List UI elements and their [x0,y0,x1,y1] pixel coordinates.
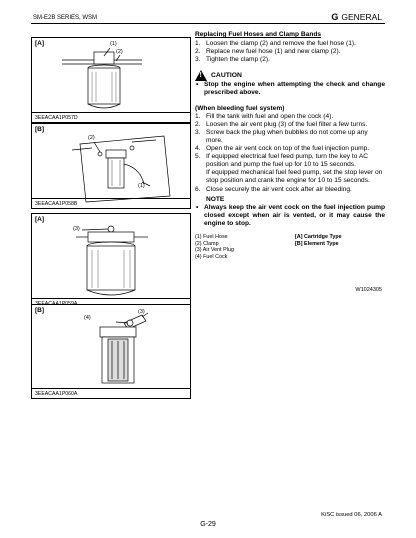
figure-cartridge-hose [31,37,191,123]
list-item: 3. Screw back the plug when bubbles do not come up any more. [195,128,368,144]
figure-element-vent [31,304,191,399]
note-label: NOTE [206,195,225,203]
cartridge-vent-illustration [32,214,190,308]
page-number: G-29 [200,521,216,528]
list-item: If equipped mechanical fuel feed pump, set the stop lever on stop position and crank the engine for 10 to 15 seconds. [206,169,383,185]
figure-tag: [B] [35,307,45,314]
section-title: Replacing Fuel Hoses and Clamp Bands [195,31,322,38]
header-rule [31,23,385,24]
legend-item: [B] Element Type [295,240,339,247]
legend-item: (1) Fuel Hose [195,233,228,240]
section-name: GENERAL [341,12,382,22]
element-filter-illustration [32,124,190,208]
figure-tag: [A] [35,216,45,223]
figure-caption: 3EEACAA1P060A [32,388,190,398]
warning-icon [195,70,207,81]
figure-cartridge-vent [31,213,191,309]
document-code: W1024305 [355,287,382,293]
figure-tag: [A] [35,40,45,47]
step-list [195,113,385,194]
header-section [331,12,382,22]
legend-item: (2) Clamp [195,240,219,247]
figure-caption: 3EEACAA1P058B [32,198,190,208]
instruction-text [195,31,385,260]
legend-item [295,247,385,254]
legend-item: (3) Air Vent Plug [195,247,234,254]
callout-label: (2) [116,49,123,55]
legend [195,234,385,260]
cartridge-filter-illustration [32,38,190,122]
list-item: 1. Fill the tank with fuel and open the cock (4). [195,112,334,120]
element-vent-illustration [32,305,190,398]
list-item: 2. Loosen the air vent plug (3) of the fuel filter a few turns. [195,120,368,128]
caution-text: • Stop the engine when attempting the check and change prescribed above. [195,81,385,97]
figure-element-hose [31,123,191,209]
legend-item: (4) Fuel Cock [195,253,228,260]
list-item: 2. Replace new fuel hose (1) and new clamp (2). [195,48,341,56]
list-item: 4. Open the air vent cock on top of the fuel injection pump. [195,145,370,153]
callout-label: (3) [73,226,80,232]
section-title: (When bleeding fuel system) [195,104,285,112]
figure-tag: [B] [35,126,45,133]
legend-item [295,254,385,261]
callout-label: (3) [138,309,145,315]
legend-item: [A] Cartridge Type [295,233,342,240]
list-item: 1. Loosen the clamp (2) and remove the fuel hose (1). [195,40,356,48]
note-text: • Always keep the air vent cock on the fuel injection pump closed except when air is vented, or it may cause the engine to stop. [195,204,385,228]
callout-label: (4) [84,315,91,321]
caution-label: CAUTION [211,71,242,79]
header-series: SM-E2B SERIES, WSM [33,15,98,21]
callout-label: (2) [88,135,95,141]
section-letter: G [331,12,339,22]
callout-label: (1) [138,183,145,189]
caution-heading [195,70,385,81]
list-item: 3. Tighten the clamp (2). [195,56,270,64]
issue-info: KiSC issued 06, 2006 A [321,512,382,518]
list-item: 6. Close securely the air vent cock after air bleeding. [195,185,352,193]
callout-label: (1) [110,41,117,47]
figure-caption: 3EEACAA1P057D [32,112,190,122]
step-list [195,40,385,64]
list-item: 5. If equipped electrical fuel feed pump, turn the key to AC position and pump the fuel up for 10 to 15 seconds. [195,153,369,169]
